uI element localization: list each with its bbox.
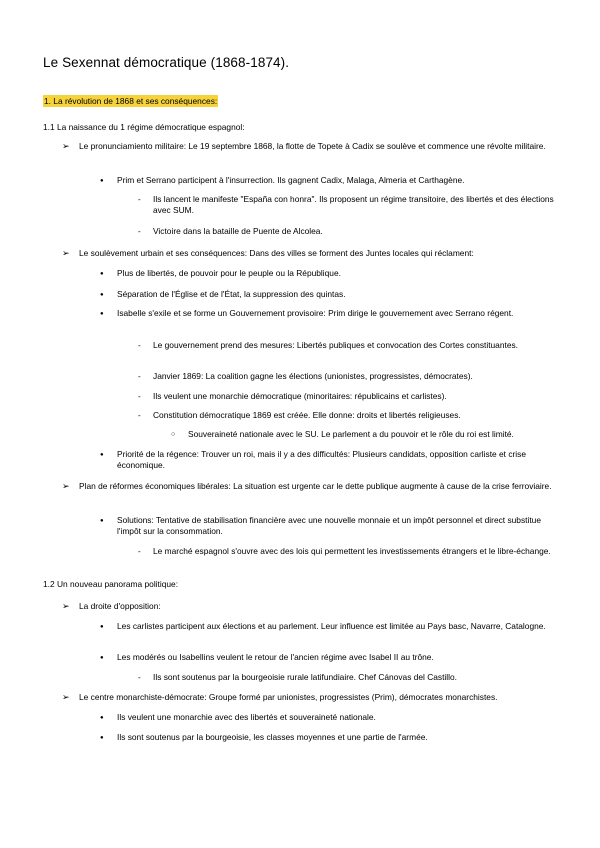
list-item-solutions: Solutions: Tentative de stabilisation financière avec une nouvelle monnaie et un impôt personnel et direct substitue l'impôt sur la consommation. bbox=[117, 515, 541, 537]
dash-bullet-icon: - bbox=[138, 673, 141, 682]
dot-bullet-icon: ● bbox=[100, 735, 104, 741]
list-item-souverainete: Souveraineté nationale avec le SU. Le parlement a du pouvoir et le rôle du roi est limité. bbox=[188, 429, 514, 439]
dot-bullet-icon: ● bbox=[100, 292, 104, 298]
list-item-pronunciamiento: Le pronunciamiento militaire: Le 19 septembre 1868, la flotte de Topete à Cadix se soulève et commence une révolte militaire. bbox=[79, 141, 546, 151]
dot-bullet-icon: ● bbox=[100, 271, 104, 277]
list-item-carlistes: Les carlistes participent aux élections et au parlement. Leur influence est limitée au Pays basc, Navarre, Catalogne. bbox=[117, 621, 546, 631]
document-title: Le Sexennat démocratique (1868-1874). bbox=[43, 55, 290, 70]
dash-bullet-icon: - bbox=[138, 547, 141, 556]
dash-bullet-icon: - bbox=[138, 392, 141, 401]
circle-bullet-icon: ○ bbox=[171, 431, 176, 438]
dot-bullet-icon: ● bbox=[100, 311, 104, 317]
list-item-separation: Séparation de l'Église et de l'État, la suppression des quintas. bbox=[117, 289, 346, 299]
list-item-regence: Priorité de la régence: Trouver un roi, mais il y a des difficultés: Plusieurs candidats, opposition carliste et crise économique. bbox=[117, 449, 527, 471]
list-item-monarchie: Ils veulent une monarchie démocratique (minoritaires: républicains et carlistes). bbox=[153, 391, 447, 401]
list-item-isabelle: Isabelle s'exile et se forme un Gouvernement provisoire: Prim dirige le gouvernement avec Serrano régent. bbox=[117, 308, 514, 318]
list-item-plan-reformes: Plan de réformes économiques libérales: La situation est urgente car le dette publique augmente à cause de la crise ferroviaire. bbox=[79, 481, 552, 491]
list-item-constitution: Constitution démocratique 1869 est créée. Elle donne: droits et libertés religieuses. bbox=[153, 410, 461, 420]
dot-bullet-icon: ● bbox=[100, 655, 104, 661]
arrow-bullet-icon: ➢ bbox=[62, 141, 70, 151]
list-item-centre: Le centre monarchiste-démocrate: Groupe formé par unionistes, progressistes (Prim), démocrates monarchistes. bbox=[79, 692, 498, 702]
list-item-droite: La droite d'opposition: bbox=[79, 601, 161, 611]
dot-bullet-icon: ● bbox=[100, 715, 104, 721]
arrow-bullet-icon: ➢ bbox=[62, 601, 70, 611]
arrow-bullet-icon: ➢ bbox=[62, 248, 70, 258]
dash-bullet-icon: - bbox=[138, 227, 141, 236]
dot-bullet-icon: ● bbox=[100, 518, 104, 524]
list-item-prim-serrano: Prim et Serrano participent à l'insurrection. Ils gagnent Cadix, Malaga, Almeria et Carthagène. bbox=[117, 175, 465, 185]
arrow-bullet-icon: ➢ bbox=[62, 692, 70, 702]
list-item-veulent-libertes: Ils veulent une monarchie avec des libertés et souveraineté nationale. bbox=[117, 712, 376, 722]
dash-bullet-icon: - bbox=[138, 411, 141, 420]
list-item-mesures: Le gouvernement prend des mesures: Libertés publiques et convocation des Cortes constituantes. bbox=[153, 340, 518, 350]
dash-bullet-icon: - bbox=[138, 341, 141, 350]
subsection-heading-1-2: 1.2 Un nouveau panorama politique: bbox=[43, 579, 179, 589]
arrow-bullet-icon: ➢ bbox=[62, 481, 70, 491]
list-item-soutenus-bourgeoisie: Ils sont soutenus par la bourgeoisie, les classes moyennes et une partie de l'armée. bbox=[117, 732, 428, 742]
list-item-moderes: Les modérés ou Isabellins veulent le retour de l'ancien régime avec Isabel II au trône. bbox=[117, 652, 434, 662]
list-item-soulevement: Le soulèvement urbain et ses conséquences: Dans des villes se forment des Juntes locales qui réclament: bbox=[79, 248, 474, 258]
dot-bullet-icon: ● bbox=[100, 624, 104, 630]
dot-bullet-icon: ● bbox=[100, 452, 104, 458]
list-item-libertes: Plus de libertés, de pouvoir pour le peuple ou la République. bbox=[117, 268, 341, 278]
list-item-manifeste: Ils lancent le manifeste "España con honra". Ils proposent un régime transitoire, des libertés et des élections avec SUM. bbox=[153, 194, 554, 216]
section-heading-1: 1. La révolution de 1868 et ses conséquences: bbox=[44, 96, 218, 106]
subsection-heading-1-1: 1.1 La naissance du 1 régime démocratique espagnol: bbox=[43, 122, 245, 132]
dot-bullet-icon: ● bbox=[100, 178, 104, 184]
dash-bullet-icon: - bbox=[138, 195, 141, 204]
list-item-soutenus-rurale: Ils sont soutenus par la bourgeoisie rurale latifundiaire. Chef Cánovas del Castillo. bbox=[153, 672, 457, 682]
dash-bullet-icon: - bbox=[138, 372, 141, 381]
list-item-marche: Le marché espagnol s'ouvre avec des lois qui permettent les investissements étrangers et le libre-échange. bbox=[153, 546, 551, 556]
list-item-alcolea: Victoire dans la bataille de Puente de Alcolea. bbox=[153, 226, 323, 236]
list-item-janvier: Janvier 1869: La coalition gagne les élections (unionistes, progressistes, démocrates). bbox=[153, 371, 473, 381]
